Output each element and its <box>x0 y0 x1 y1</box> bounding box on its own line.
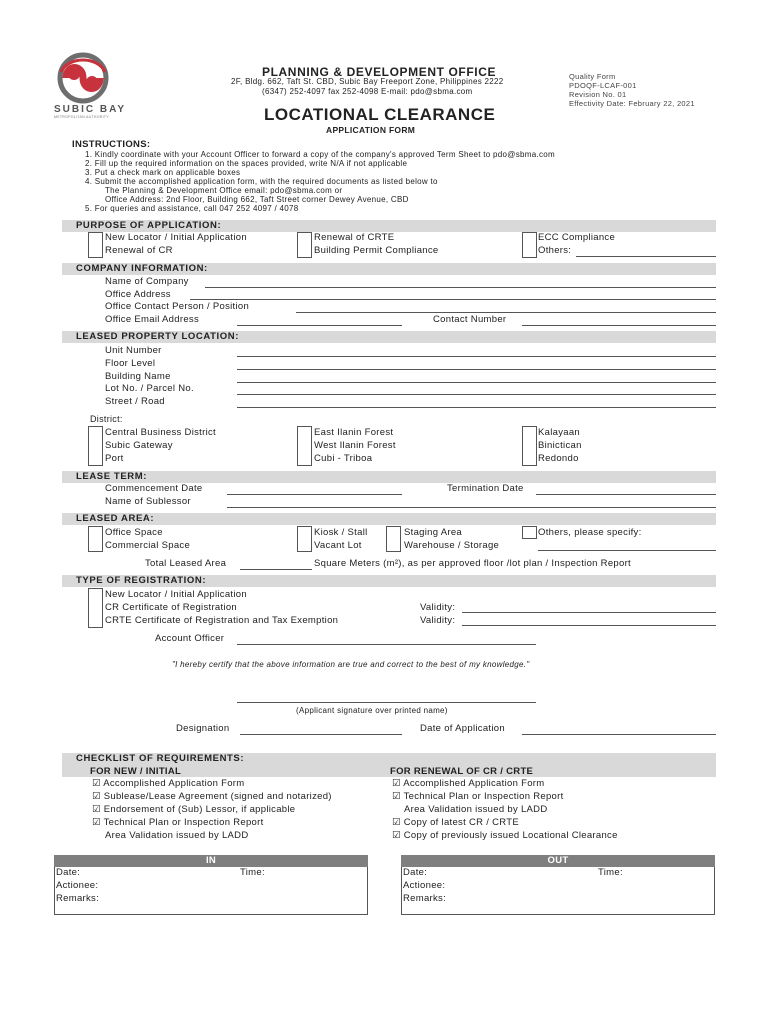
area-office-space: Office Space <box>105 527 163 538</box>
instruction-4a: The Planning & Development Office email: pdo@sbma.com or <box>105 186 343 195</box>
validity-cr-field[interactable] <box>462 612 716 613</box>
checklist-new-item: Area Validation issued by LADD <box>105 830 249 841</box>
district-cubi-triboa: Cubi - Triboa <box>314 453 373 464</box>
purpose-others-field[interactable] <box>576 256 716 257</box>
district-cbd: Central Business District <box>105 427 216 438</box>
checklist-renewal-item: Area Validation issued by LADD <box>404 804 548 815</box>
out-actionee-label: Actionee: <box>403 880 446 891</box>
date-application-label: Date of Application <box>420 723 505 734</box>
area-commercial-space: Commercial Space <box>105 540 191 551</box>
area-vacant-lot: Vacant Lot <box>314 540 362 551</box>
total-area-unit: Square Meters (m²), as per approved floor /lot plan / Inspection Report <box>314 558 631 569</box>
registration-cr: CR Certificate of Registration <box>105 602 238 613</box>
email-field[interactable] <box>237 325 402 326</box>
lease-term-heading: LEASE TERM: <box>62 471 716 483</box>
commencement-field[interactable] <box>227 494 402 495</box>
checklist-renewal-item: ☑ Accomplished Application Form <box>392 778 545 789</box>
checkbox-district-col1[interactable] <box>88 426 103 466</box>
logo-subtext: METROPOLITAN AUTHORITY <box>54 115 109 119</box>
contact-number-label: Contact Number <box>433 314 507 325</box>
in-date-label: Date: <box>56 867 81 878</box>
floor-level-label: Floor Level <box>105 358 156 369</box>
email-label: Office Email Address <box>105 314 199 325</box>
checkbox-area-others[interactable] <box>522 526 537 539</box>
checkbox-district-col3[interactable] <box>522 426 537 466</box>
leased-area-heading: LEASED AREA: <box>62 513 716 525</box>
checklist-new-item: ☑ Technical Plan or Inspection Report <box>92 817 264 828</box>
out-time-label: Time: <box>598 867 623 878</box>
checkbox-area-col3[interactable] <box>386 526 401 552</box>
total-area-label: Total Leased Area <box>145 558 227 569</box>
in-remarks-label: Remarks: <box>56 893 100 904</box>
out-remarks-label: Remarks: <box>403 893 447 904</box>
instruction-5: 5. For queries and assistance, call 047 252 4097 / 4078 <box>85 204 299 213</box>
instruction-3: 3. Put a check mark on applicable boxes <box>85 168 241 177</box>
area-kiosk: Kiosk / Stall <box>314 527 368 538</box>
designation-label: Designation <box>176 723 230 734</box>
checklist-new-item: ☑ Endorsement of (Sub) Lessor, if applicable <box>92 804 296 815</box>
checkbox-renewal-crte[interactable] <box>297 232 312 258</box>
revision-number: Revision No. 01 <box>569 90 627 99</box>
checklist-new-heading: FOR NEW / INITIAL <box>90 766 182 777</box>
purpose-heading: PURPOSE OF APPLICATION: <box>62 220 716 232</box>
lot-number-field[interactable] <box>237 394 716 395</box>
floor-level-field[interactable] <box>237 369 716 370</box>
registration-heading: TYPE OF REGISTRATION: <box>62 575 716 587</box>
area-others-label: Others, please specify: <box>538 527 642 538</box>
commencement-label: Commencement Date <box>105 483 203 494</box>
account-officer-label: Account Officer <box>155 633 225 644</box>
area-staging: Staging Area <box>404 527 463 538</box>
registration-new: New Locator / Initial Application <box>105 589 247 600</box>
form-subtitle: APPLICATION FORM <box>326 125 416 135</box>
street-label: Street / Road <box>105 396 165 407</box>
instruction-1: 1. Kindly coordinate with your Account Officer to forward a copy of the company's approved Term Sheet to pdo@sbma.com <box>85 150 556 159</box>
office-name: PLANNING & DEVELOPMENT OFFICE <box>262 65 497 79</box>
form-code: PDOQF-LCAF-001 <box>569 81 637 90</box>
out-panel-header: OUT <box>401 855 715 867</box>
purpose-building-permit-label: Building Permit Compliance <box>314 245 439 256</box>
form-title: LOCATIONAL CLEARANCE <box>264 105 496 124</box>
out-date-label: Date: <box>403 867 428 878</box>
purpose-others-label: Others: <box>538 245 572 256</box>
total-area-field[interactable] <box>240 569 312 570</box>
office-address-field[interactable] <box>190 299 716 300</box>
purpose-new-locator-label: New Locator / Initial Application <box>105 232 247 243</box>
street-field[interactable] <box>237 407 716 408</box>
district-west-ilanin: West Ilanin Forest <box>314 440 396 451</box>
district-redondo: Redondo <box>538 453 579 464</box>
district-binictican: Binictican <box>538 440 582 451</box>
quality-form-label: Quality Form <box>569 72 616 81</box>
contact-person-field[interactable] <box>296 312 716 313</box>
in-actionee-label: Actionee: <box>56 880 99 891</box>
checklist-renewal-item: ☑ Copy of previously issued Locational Clearance <box>392 830 618 841</box>
signature-caption: (Applicant signature over printed name) <box>296 706 448 715</box>
designation-field[interactable] <box>240 734 402 735</box>
unit-number-label: Unit Number <box>105 345 162 356</box>
certification-text: "I hereby certify that the above information are true and correct to the best of my knowledge." <box>172 660 530 669</box>
in-time-label: Time: <box>240 867 265 878</box>
checkbox-area-col1[interactable] <box>88 526 103 552</box>
contact-number-field[interactable] <box>522 325 716 326</box>
effectivity-date: Effectivity Date: February 22, 2021 <box>569 99 695 108</box>
checkbox-new-locator[interactable] <box>88 232 103 258</box>
unit-number-field[interactable] <box>237 356 716 357</box>
checklist-new-item: ☑ Sublease/Lease Agreement (signed and notarized) <box>92 791 332 802</box>
checklist-new-item: ☑ Accomplished Application Form <box>92 778 245 789</box>
sublessor-field[interactable] <box>227 507 716 508</box>
termination-field[interactable] <box>536 494 716 495</box>
area-others-field[interactable] <box>538 550 716 551</box>
company-heading: COMPANY INFORMATION: <box>62 263 716 275</box>
purpose-ecc-label: ECC Compliance <box>538 232 616 243</box>
lot-number-label: Lot No. / Parcel No. <box>105 383 194 394</box>
logo-text: SUBIC BAY <box>54 104 127 115</box>
district-east-ilanin: East Ilanin Forest <box>314 427 394 438</box>
instruction-4: 4. Submit the accomplished application form, with the required documents as listed below to <box>85 177 438 186</box>
checkbox-area-col2[interactable] <box>297 526 312 552</box>
district-label: District: <box>90 414 123 424</box>
instructions-heading: INSTRUCTIONS: <box>72 139 151 150</box>
date-application-field[interactable] <box>522 734 716 735</box>
district-port: Port <box>105 453 124 464</box>
building-name-label: Building Name <box>105 371 171 382</box>
instruction-2: 2. Fill up the required information on the spaces provided, write N/A if not applicable <box>85 159 408 168</box>
registration-crte: CRTE Certificate of Registration and Tax Exemption <box>105 615 339 626</box>
instruction-4b: Office Address: 2nd Floor, Building 662, Taft Street corner Dewey Avenue, CBD <box>105 195 409 204</box>
checklist-renewal-item: ☑ Technical Plan or Inspection Report <box>392 791 564 802</box>
sublessor-label: Name of Sublessor <box>105 496 191 507</box>
purpose-renewal-crte-label: Renewal of CRTE <box>314 232 395 243</box>
account-officer-field[interactable] <box>237 644 536 645</box>
area-warehouse: Warehouse / Storage <box>404 540 500 551</box>
contact-person-label: Office Contact Person / Position <box>105 301 250 312</box>
checkbox-ecc[interactable] <box>522 232 537 258</box>
in-panel-header: IN <box>54 855 368 867</box>
checkbox-registration[interactable] <box>88 588 103 628</box>
validity-cr-label: Validity: <box>420 602 456 613</box>
signature-field[interactable] <box>237 702 536 703</box>
building-name-field[interactable] <box>237 382 716 383</box>
office-address-label: Office Address <box>105 289 171 300</box>
checklist-heading: CHECKLIST OF REQUIREMENTS: <box>62 753 716 777</box>
company-name-label: Name of Company <box>105 276 189 287</box>
validity-crte-field[interactable] <box>462 625 716 626</box>
checklist-renewal-heading: FOR RENEWAL OF CR / CRTE <box>390 766 534 777</box>
checkbox-district-col2[interactable] <box>297 426 312 466</box>
district-kalayaan: Kalayaan <box>538 427 581 438</box>
location-heading: LEASED PROPERTY LOCATION: <box>62 331 716 343</box>
office-contact: (6347) 252-4097 fax 252-4098 E-mail: pdo@sbma.com <box>262 87 473 96</box>
office-address: 2F, Bldg. 662, Taft St. CBD, Subic Bay Freeport Zone, Philippines 2222 <box>231 77 504 86</box>
termination-label: Termination Date <box>447 483 524 494</box>
validity-crte-label: Validity: <box>420 615 456 626</box>
purpose-renewal-cr-label: Renewal of CR <box>105 245 173 256</box>
checklist-renewal-item: ☑ Copy of latest CR / CRTE <box>392 817 520 828</box>
company-name-field[interactable] <box>205 287 716 288</box>
district-subic-gateway: Subic Gateway <box>105 440 173 451</box>
